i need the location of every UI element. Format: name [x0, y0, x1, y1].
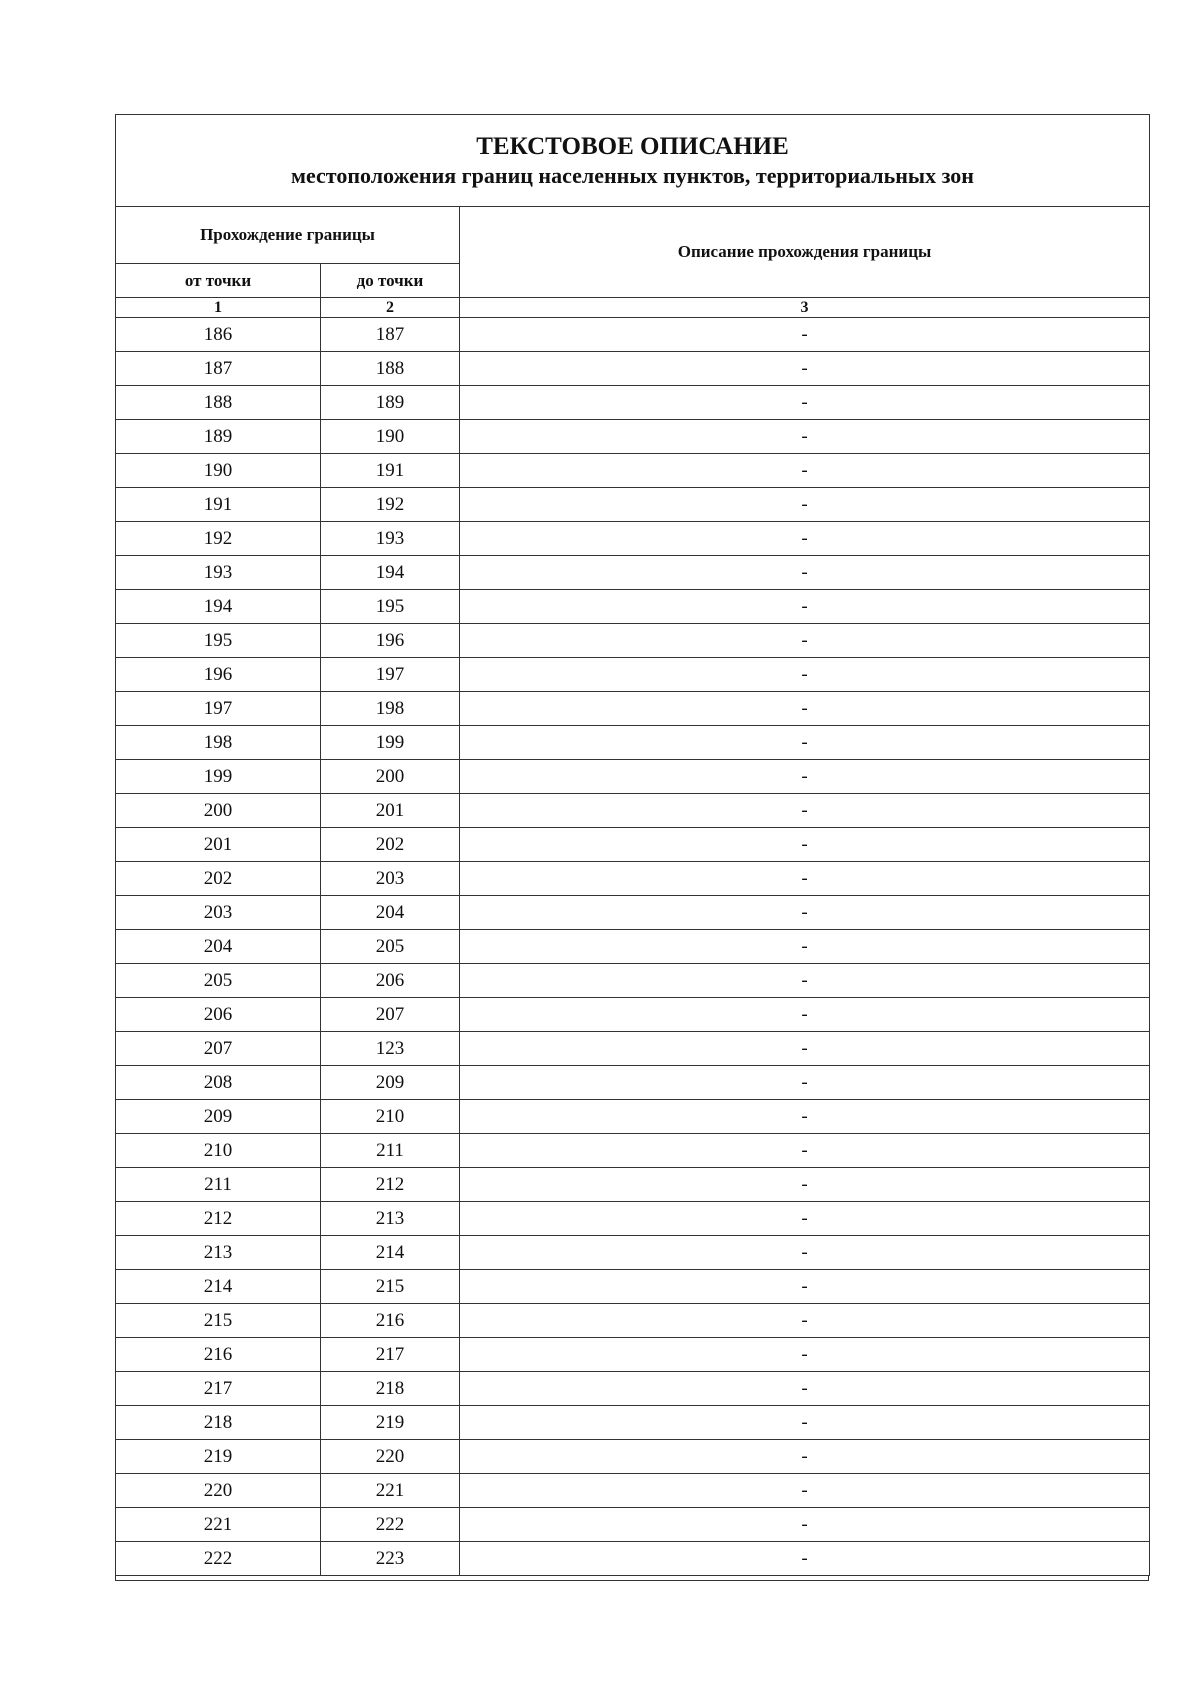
from-point-cell: 212: [116, 1202, 321, 1236]
description-cell: -: [460, 488, 1150, 522]
document-subtitle: местоположения границ населенных пунктов, территориальных зон: [291, 162, 974, 188]
table-row: [116, 998, 1150, 1032]
table-row: [116, 658, 1150, 692]
table-row: [116, 1168, 1150, 1202]
from-point-cell: 197: [116, 692, 321, 726]
table-row: [116, 318, 1150, 352]
table-row: [116, 488, 1150, 522]
description-cell: -: [460, 930, 1150, 964]
table-row: [116, 454, 1150, 488]
description-cell: -: [460, 386, 1150, 420]
to-point-cell: 204: [321, 896, 460, 930]
from-point-cell: 218: [116, 1406, 321, 1440]
to-point-cell: 190: [321, 420, 460, 454]
description-cell: -: [460, 1372, 1150, 1406]
to-point-cell: 222: [321, 1508, 460, 1542]
boundary-description-document: [115, 114, 1149, 1581]
from-point-cell: 201: [116, 828, 321, 862]
to-point-cell: 193: [321, 522, 460, 556]
from-point-cell: 210: [116, 1134, 321, 1168]
to-point-cell: 200: [321, 760, 460, 794]
to-point-cell: 216: [321, 1304, 460, 1338]
title-cell: [116, 115, 1150, 207]
from-point-cell: 207: [116, 1032, 321, 1066]
description-cell: -: [460, 420, 1150, 454]
description-cell: -: [460, 692, 1150, 726]
description-cell: -: [460, 1032, 1150, 1066]
to-point-cell: 207: [321, 998, 460, 1032]
from-point-cell: 189: [116, 420, 321, 454]
to-point-cell: 198: [321, 692, 460, 726]
table-row: [116, 760, 1150, 794]
description-cell: -: [460, 1406, 1150, 1440]
table-row: [116, 692, 1150, 726]
to-point-cell: 213: [321, 1202, 460, 1236]
table-row: [116, 352, 1150, 386]
from-point-cell: 202: [116, 862, 321, 896]
table-row: [116, 1338, 1150, 1372]
table-row: [116, 964, 1150, 998]
from-point-cell: 195: [116, 624, 321, 658]
table-row: [116, 896, 1150, 930]
to-point-cell: 209: [321, 1066, 460, 1100]
description-cell: -: [460, 794, 1150, 828]
description-cell: -: [460, 352, 1150, 386]
to-point-cell: 210: [321, 1100, 460, 1134]
from-point-cell: 188: [116, 386, 321, 420]
from-point-cell: 191: [116, 488, 321, 522]
description-cell: -: [460, 1100, 1150, 1134]
table-row: [116, 522, 1150, 556]
description-cell: -: [460, 1440, 1150, 1474]
from-point-cell: 214: [116, 1270, 321, 1304]
to-point-cell: 217: [321, 1338, 460, 1372]
from-point-cell: 192: [116, 522, 321, 556]
header-boundary-passage: Прохождение границы: [116, 207, 460, 264]
to-point-cell: 196: [321, 624, 460, 658]
from-point-cell: 200: [116, 794, 321, 828]
from-point-cell: 213: [116, 1236, 321, 1270]
table-row: [116, 1542, 1150, 1576]
from-point-cell: 194: [116, 590, 321, 624]
document-title: ТЕКСТОВОЕ ОПИСАНИЕ: [476, 132, 789, 160]
column-number-3: 3: [460, 298, 1150, 318]
table-row: [116, 1270, 1150, 1304]
description-cell: -: [460, 556, 1150, 590]
table-row: [116, 556, 1150, 590]
table-bottom-border: [115, 1576, 1149, 1581]
from-point-cell: 222: [116, 1542, 321, 1576]
table-row: [116, 1066, 1150, 1100]
description-cell: -: [460, 1338, 1150, 1372]
from-point-cell: 215: [116, 1304, 321, 1338]
description-cell: -: [460, 1542, 1150, 1576]
table-row: [116, 726, 1150, 760]
table-row: [116, 930, 1150, 964]
from-point-cell: 196: [116, 658, 321, 692]
to-point-cell: 220: [321, 1440, 460, 1474]
description-cell: -: [460, 658, 1150, 692]
to-point-cell: 189: [321, 386, 460, 420]
table-row: [116, 1134, 1150, 1168]
table-row: [116, 1372, 1150, 1406]
description-cell: -: [460, 624, 1150, 658]
to-point-cell: 218: [321, 1372, 460, 1406]
table-row: [116, 1508, 1150, 1542]
to-point-cell: 202: [321, 828, 460, 862]
description-cell: -: [460, 522, 1150, 556]
from-point-cell: 205: [116, 964, 321, 998]
to-point-cell: 194: [321, 556, 460, 590]
from-point-cell: 211: [116, 1168, 321, 1202]
from-point-cell: 208: [116, 1066, 321, 1100]
to-point-cell: 214: [321, 1236, 460, 1270]
to-point-cell: 187: [321, 318, 460, 352]
description-cell: -: [460, 896, 1150, 930]
description-cell: -: [460, 828, 1150, 862]
description-cell: -: [460, 318, 1150, 352]
from-point-cell: 220: [116, 1474, 321, 1508]
from-point-cell: 219: [116, 1440, 321, 1474]
from-point-cell: 209: [116, 1100, 321, 1134]
table-row: [116, 386, 1150, 420]
table-row: [116, 624, 1150, 658]
table-row: [116, 1304, 1150, 1338]
column-number-2: 2: [321, 298, 460, 318]
description-cell: -: [460, 760, 1150, 794]
to-point-cell: 223: [321, 1542, 460, 1576]
column-number-1: 1: [116, 298, 321, 318]
to-point-cell: 212: [321, 1168, 460, 1202]
description-cell: -: [460, 862, 1150, 896]
from-point-cell: 216: [116, 1338, 321, 1372]
from-point-cell: 203: [116, 896, 321, 930]
description-cell: -: [460, 998, 1150, 1032]
description-cell: -: [460, 1168, 1150, 1202]
table-row: [116, 828, 1150, 862]
to-point-cell: 191: [321, 454, 460, 488]
from-point-cell: 186: [116, 318, 321, 352]
table-row: [116, 1032, 1150, 1066]
table-row: [116, 1236, 1150, 1270]
to-point-cell: 203: [321, 862, 460, 896]
table-row: [116, 794, 1150, 828]
table-row: [116, 1440, 1150, 1474]
table-row: [116, 590, 1150, 624]
table-body: [116, 318, 1150, 1576]
to-point-cell: 219: [321, 1406, 460, 1440]
to-point-cell: 211: [321, 1134, 460, 1168]
description-cell: -: [460, 1304, 1150, 1338]
table-row: [116, 862, 1150, 896]
table-row: [116, 1474, 1150, 1508]
to-point-cell: 215: [321, 1270, 460, 1304]
to-point-cell: 221: [321, 1474, 460, 1508]
description-cell: -: [460, 1202, 1150, 1236]
description-cell: -: [460, 454, 1150, 488]
table-row: [116, 1406, 1150, 1440]
description-cell: -: [460, 964, 1150, 998]
boundary-table: [115, 114, 1150, 1576]
to-point-cell: 197: [321, 658, 460, 692]
header-boundary-description: Описание прохождения границы: [460, 207, 1150, 298]
table-row: [116, 420, 1150, 454]
from-point-cell: 206: [116, 998, 321, 1032]
from-point-cell: 190: [116, 454, 321, 488]
description-cell: -: [460, 1236, 1150, 1270]
header-to-point: до точки: [321, 264, 460, 298]
description-cell: -: [460, 1474, 1150, 1508]
description-cell: -: [460, 1270, 1150, 1304]
from-point-cell: 187: [116, 352, 321, 386]
table-row: [116, 1100, 1150, 1134]
from-point-cell: 199: [116, 760, 321, 794]
description-cell: -: [460, 1134, 1150, 1168]
to-point-cell: 205: [321, 930, 460, 964]
from-point-cell: 193: [116, 556, 321, 590]
from-point-cell: 198: [116, 726, 321, 760]
to-point-cell: 206: [321, 964, 460, 998]
description-cell: -: [460, 1508, 1150, 1542]
to-point-cell: 195: [321, 590, 460, 624]
description-cell: -: [460, 726, 1150, 760]
from-point-cell: 221: [116, 1508, 321, 1542]
to-point-cell: 199: [321, 726, 460, 760]
to-point-cell: 123: [321, 1032, 460, 1066]
from-point-cell: 217: [116, 1372, 321, 1406]
description-cell: -: [460, 1066, 1150, 1100]
to-point-cell: 188: [321, 352, 460, 386]
table-row: [116, 1202, 1150, 1236]
description-cell: -: [460, 590, 1150, 624]
from-point-cell: 204: [116, 930, 321, 964]
to-point-cell: 201: [321, 794, 460, 828]
header-from-point: от точки: [116, 264, 321, 298]
to-point-cell: 192: [321, 488, 460, 522]
